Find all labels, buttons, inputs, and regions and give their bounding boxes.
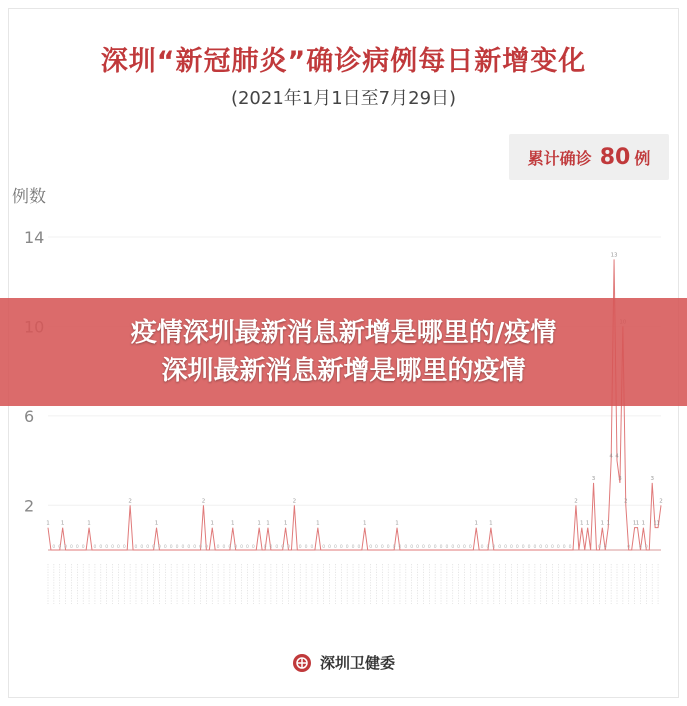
x-ticks (48, 564, 658, 604)
spike-label: 1 (635, 520, 640, 527)
zero-label: 0 (169, 545, 173, 550)
zero-label: 0 (521, 545, 525, 550)
zero-label: 0 (369, 545, 373, 550)
y-tick-label: 14 (24, 228, 45, 247)
zero-label: 0 (322, 545, 326, 550)
zero-label: 0 (105, 545, 109, 550)
health-commission-logo-icon (292, 653, 312, 673)
total-unit: 例 (634, 148, 651, 168)
zero-label: 0 (70, 545, 73, 550)
zero-label: 0 (439, 545, 443, 550)
spike-label: 1 (600, 520, 605, 527)
zero-label: 0 (539, 545, 543, 550)
zero-label: 0 (310, 545, 314, 550)
zero-label: 0 (187, 545, 191, 550)
zero-label: 0 (410, 545, 414, 550)
zero-label: 0 (158, 545, 161, 550)
zero-label: 0 (181, 545, 185, 550)
zero-label: 0 (509, 545, 513, 550)
y-axis-label: 例数 (12, 187, 46, 207)
zero-label: 0 (627, 545, 631, 550)
spike-label: 1 (653, 520, 657, 527)
zero-label: 0 (199, 545, 202, 550)
zero-label: 0 (492, 545, 496, 550)
zero-label: 0 (451, 545, 455, 550)
chart-title: 深圳“新冠肺炎”确诊病例每日新增变化 (100, 46, 587, 77)
footer (0, 652, 687, 673)
y-tick-label: 6 (24, 406, 35, 426)
zero-label: 0 (93, 545, 97, 550)
spike-label: 2 (659, 498, 663, 505)
zero-label: 0 (498, 545, 502, 550)
zero-label: 0 (333, 545, 337, 550)
zero-label: 0 (339, 545, 343, 550)
zero-label: 0 (427, 545, 431, 550)
total-value: 80 (599, 144, 631, 170)
spike-label: 1 (656, 520, 660, 527)
zero-label: 0 (99, 545, 103, 550)
zero-label: 0 (281, 545, 285, 550)
zero-label: 0 (64, 545, 68, 550)
spike-label: 1 (283, 520, 288, 527)
zero-label: 0 (556, 545, 560, 550)
zero-label: 0 (568, 545, 572, 550)
zero-label: 0 (380, 545, 384, 550)
zero-label: 0 (269, 545, 273, 550)
zero-label: 0 (545, 545, 549, 550)
zero-label: 0 (392, 545, 396, 550)
zero-label: 0 (533, 545, 537, 550)
zero-label: 0 (175, 545, 179, 550)
spike-label: 1 (580, 520, 584, 527)
spike-label: 3 (591, 475, 596, 482)
zero-label: 0 (246, 545, 249, 550)
zero-label: 0 (75, 545, 79, 550)
spike-label: 1 (489, 520, 493, 527)
zero-label: 0 (445, 545, 449, 550)
spike-label: 1 (606, 520, 610, 527)
banner-line-1: 疫情深圳最新消息新增是哪里的/疫情 (130, 318, 557, 348)
zero-label: 0 (122, 545, 126, 550)
zero-label: 0 (328, 545, 332, 550)
zero-label: 0 (386, 545, 390, 550)
zero-label: 0 (351, 545, 355, 550)
overlay-banner (0, 298, 687, 406)
spike-label: 1 (210, 520, 214, 527)
spike-label: 1 (474, 520, 478, 527)
zero-label: 0 (551, 545, 554, 550)
zero-label: 0 (562, 545, 566, 550)
zero-label: 0 (58, 545, 62, 550)
zero-label: 0 (480, 545, 484, 550)
zero-label: 0 (345, 545, 349, 550)
zero-label: 0 (275, 545, 279, 550)
zero-label: 0 (111, 545, 114, 550)
spike-label: 1 (585, 520, 590, 527)
zero-label: 0 (234, 545, 238, 550)
spike-label: 2 (292, 498, 297, 505)
spike-label: 1 (363, 520, 367, 527)
zero-label: 0 (251, 545, 255, 550)
zero-label: 0 (140, 545, 144, 550)
spike-label: 1 (46, 520, 50, 527)
zero-label: 0 (222, 545, 226, 550)
zero-label: 0 (463, 545, 466, 550)
spike-label: 3 (618, 475, 622, 482)
spike-label: 1 (60, 520, 65, 527)
zero-label: 0 (52, 545, 56, 550)
spike-label: 1 (395, 520, 399, 527)
zero-label: 0 (375, 545, 378, 550)
zero-label: 0 (152, 545, 156, 550)
zero-label: 0 (304, 545, 308, 550)
footer-org: 深圳卫健委 (319, 654, 395, 672)
zero-label: 0 (457, 545, 461, 550)
zero-label: 0 (116, 545, 120, 550)
spike-label: 1 (316, 520, 320, 527)
spike-label: 4 (609, 453, 613, 460)
spike-label: 2 (574, 498, 578, 505)
spike-label: 1 (632, 520, 637, 527)
y-tick-label: 2 (24, 496, 35, 516)
zero-label: 0 (193, 545, 197, 550)
zero-label: 0 (404, 545, 408, 550)
zero-label: 0 (504, 545, 507, 550)
zero-label: 0 (146, 545, 150, 550)
spike-label: 1 (87, 520, 91, 527)
banner-line-2: 深圳最新消息新增是哪里的疫情 (161, 356, 526, 386)
total-label: 累计确诊 (527, 148, 592, 168)
zero-label: 0 (416, 545, 419, 550)
spike-label: 1 (154, 520, 159, 527)
zero-label: 0 (398, 545, 402, 550)
zero-label: 0 (639, 545, 642, 550)
spike-label: 2 (201, 498, 206, 505)
zero-label: 0 (468, 545, 472, 550)
spike-label: 1 (231, 520, 235, 527)
zero-label: 0 (228, 545, 232, 550)
zero-label: 0 (644, 545, 648, 550)
zero-label: 0 (240, 545, 244, 550)
zero-label: 0 (597, 545, 601, 550)
spike-label: 4 (615, 453, 619, 460)
zero-label: 0 (486, 545, 490, 550)
zero-label: 0 (81, 545, 85, 550)
spike-label: 3 (650, 475, 654, 482)
zero-label: 0 (433, 545, 437, 550)
spike-label: 2 (128, 498, 132, 505)
zero-label: 0 (298, 545, 302, 550)
spike-label: 1 (266, 520, 270, 527)
spike-label: 1 (257, 520, 261, 527)
spike-label: 2 (624, 498, 628, 505)
zero-label: 0 (134, 545, 138, 550)
zero-label: 0 (515, 545, 519, 550)
zero-label: 0 (527, 545, 531, 550)
chart-subtitle: (2021年1月1日至7月29日) (230, 88, 457, 109)
zero-label: 0 (263, 545, 267, 550)
spike-label: 1 (641, 520, 646, 527)
zero-label: 0 (357, 545, 361, 550)
zero-label: 0 (204, 545, 208, 550)
zero-label: 0 (163, 545, 167, 550)
spike-label: 13 (610, 252, 618, 259)
zero-label: 0 (603, 545, 607, 550)
zero-label: 0 (216, 545, 220, 550)
zero-label: 0 (287, 545, 290, 550)
zero-label: 0 (421, 545, 425, 550)
